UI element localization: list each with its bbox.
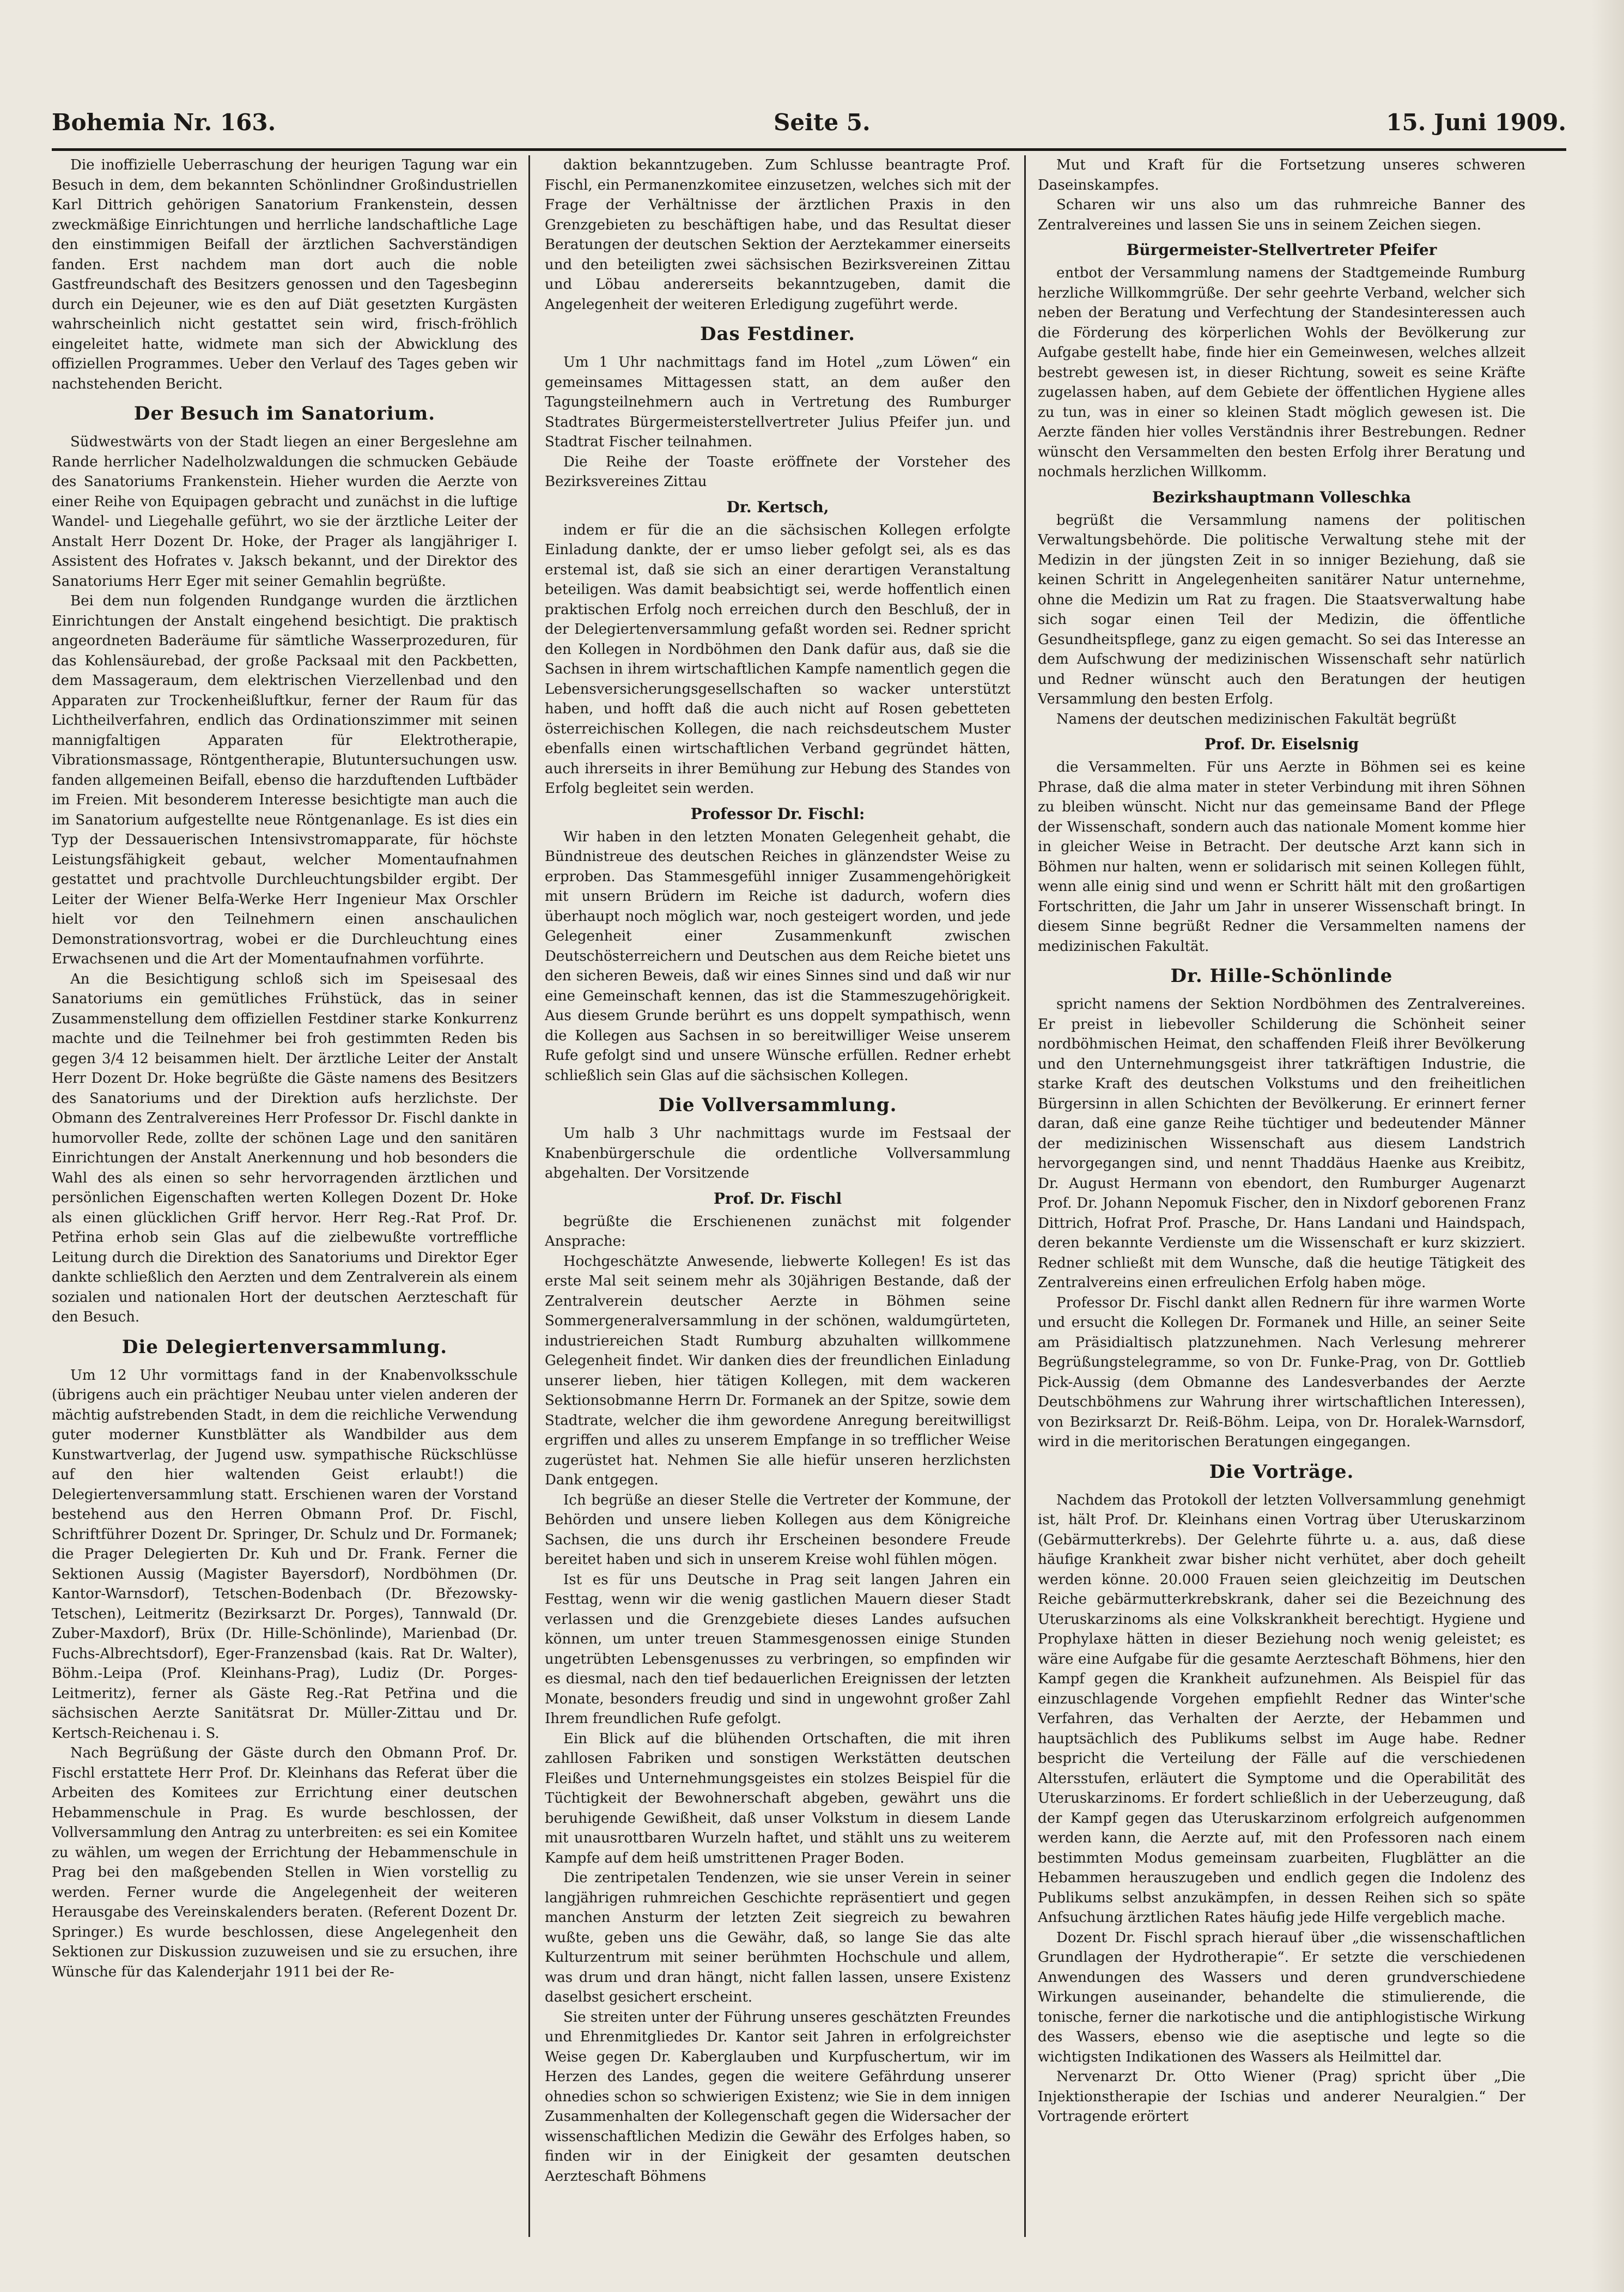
article-paragraph: begrüßt die Versammlung namens der politischen Verwaltungsbehörde. Die politische Verwaltung stehe mit der Medizin in der jüngsten Zeit in so inniger Beziehung, daß sie keinen Schritt in Angelegenheiten sanitärer Natur unternehme, ohne die Medizin um Rat zu fragen. Die Staatsverwaltung habe sich sogar einen Teil der Medizin, die öffentliche Gesundheitspflege, ganz zu eigen gemacht. So sei das Interesse an dem Aufschwung der medizinischen Wissenschaft sehr natürlich und Redner wünscht auch den Beratungen der heutigen Versammlung den besten Erfolg. [1038,512,1525,707]
column-divider [1024,155,1026,2237]
speaker-heading: Prof. Dr. Fischl [713,1189,842,1208]
speaker-heading: Dr. Kertsch, [726,498,829,516]
article-paragraph: Sie streiten unter der Führung unseres geschätzten Freundes und Ehrenmitgliedes Dr. Kantor seit Jahren in erfolgreichster Weise gegen Dr. Kaberglauben und Kurpfuschertum, wir im Herzen des Landes, gegen die weitere Gefährdung unserer ohnedies schon so schwierigen Existenz; wie Sie in dem innigen Zusammenhalten der Kollegenschaft gegen die Widersacher der wissenschaftlichen Medizin die Gewähr des Erfolges haben, so finden wir in der Einigkeit der gesamten deutschen Aerzteschaft Böhmens [545,2009,1011,2185]
speaker-heading: Prof. Dr. Eiselsnig [1204,735,1359,753]
article-paragraph: Namens der deutschen medizinischen Fakultät begrüßt [1056,711,1456,727]
article-paragraph: Um 1 Uhr nachmittags fand im Hotel „zum Löwen“ ein gemeinsames Mittagessen statt, an dem außer den Tagungsteilnehmern auch in Vertretung des Rumburger Stadtrates Bürgermeisterstellvertreter Julius Pfeifer jun. und Stadtrat Fischer teilnahmen. [545,354,1011,450]
article-paragraph: Die zentripetalen Tendenzen, wie sie unser Verein in seiner langjährigen ruhmreichen Geschichte repräsentiert und gegen manchen Ansturm der letzten Zeit siegreich zu bewahren wußte, geben uns die Gewähr, daß, so lange Sie das alte Kulturzentrum mit seiner berühmten Hochschule und allem, was drum und dran hängt, nicht fallen lassen, unsere Existenz daselbst gesichert erscheint. [545,1870,1011,2005]
section-heading: Die Vollversammlung. [658,1094,897,1116]
header-rule [52,148,1566,151]
article-paragraph: Ich begrüße an dieser Stelle die Vertreter der Kommune, der Behörden und unsere lieben Kollegen aus dem Königreiche Sachsen, die uns durch ihr Erscheinen besondere Freude bereitet haben und sich in unserem Kreise wohl fühlen mögen. [545,1491,1011,1568]
article-paragraph: Dozent Dr. Fischl sprach hierauf über „die wissenschaftlichen Grundlagen der Hydrotherapie“. Er setzte die verschiedenen Anwendungen des Wassers und deren grundverschiedene Wirkungen auseinander, behandelte die stimulierende, die tonische, ferner die narkotische und die antiphlogistische Wirkung des Wassers, ebenso wie die aseptische und legte so die wichtigsten Indikationen des Wassers als Heilmittel dar. [1038,1929,1525,2065]
column-2 [545,155,1011,2237]
article-paragraph: Nervenarzt Dr. Otto Wiener (Prag) spricht über „Die Injektionstherapie der Ischias und anderer Neuralgien.“ Der Vortragende erörtert [1038,2069,1525,2125]
scan-edge [1591,0,1624,2292]
article-paragraph: Ein Blick auf die blühenden Ortschaften, die mit ihren zahllosen Fabriken und sonstigen Werkstätten deutschen Fleißes und Unternehmungsgeistes ein stolzes Beispiel für die Tüchtigkeit der Bewohnerschaft abgeben, gewährt uns die beruhigende Gewißheit, daß unser Volkstum in diesem Lande mit unausrottbaren Wurzeln haftet, und stählt uns zu weiterem Kampfe auf dem heiß umstrittenen Prager Boden. [545,1730,1011,1866]
header-publication: Bohemia Nr. 163. [52,109,276,136]
section-heading: Die Vorträge. [1209,1460,1354,1483]
speaker-heading: Professor Dr. Fischl: [690,804,865,823]
article-paragraph: Wir haben in den letzten Monaten Gelegenheit gehabt, die Bündnistreue des deutschen Reiches in glänzendster Weise zu erproben. Das Stammesgefühl inniger Zusammengehörigkeit mit unsern Brüdern im Reiche ist dadurch, wofern dies überhaupt noch möglich war, noch gesteigert worden, und jede Gelegenheit einer Zusammenkunft zwischen Deutschösterreichern und Deutschen aus dem Reiche bietet uns den sicheren Beweis, daß wir eines Sinnes sind und daß wir nur eine Gemeinschaft kennen, das ist die Stammeszugehörigkeit. Aus diesem Grunde berührt es uns doppelt sympathisch, wenn die Kollegen aus Sachsen in so bereitwilliger Weise unserem Rufe gefolgt sind und unsere Wünsche erfüllen. Redner erhebt schließlich sein Glas auf die sächsischen Kollegen. [545,828,1011,1084]
article-paragraph: Um halb 3 Uhr nachmittags wurde im Festsaal der Knabenbürgerschule die ordentliche Vollversammlung abgehalten. Der Vorsitzende [545,1125,1011,1181]
article-paragraph: Um 12 Uhr vormittags fand in der Knabenvolksschule (übrigens auch ein prächtiger Neubau unter vielen anderen der mächtig aufstrebenden Stadt, in dem die reichliche Verwendung guter moderner Kunstblätter als Wandbilder aus dem Kunstwartverlag, der Jugend usw. sympathische Rückschlüsse auf den hier waltenden Geist erlaubt!) die Delegiertenversammlung statt. Erschienen waren der Vorstand bestehend aus den Herren Obmann Prof. Dr. Fischl, Schriftführer Dozent Dr. Springer, Dr. Schulz und Dr. Formanek; die Prager Delegierten Dr. Kuh und Dr. Frank. Ferner die Sektionen Aussig (Magister Bayersdorf), Nordböhmen (Dr. Kantor-Warnsdorf), Tetschen-Bodenbach (Dr. Březowsky-Tetschen), Leitmeritz (Bezirksarzt Dr. Porges), Tannwald (Dr. Zuber-Maxdorf), Brüx (Dr. Hille-Schönlinde), Marienbad (Dr. Fuchs-Albrechtsdorf), Eger-Franzensbad (kais. Rat Dr. Walter), Böhm.-Leipa (Prof. Kleinhans-Prag), Ludiz (Dr. Porges-Leitmeritz), ferner als Gäste Reg.-Rat Petřina und die sächsischen Aerzte Sanitätsrat Dr. Müller-Zittau und Dr. Kertsch-Reichenau i. S. [52,1367,518,1742]
article-paragraph: daktion bekanntzugeben. Zum Schlusse beantragte Prof. Fischl, ein Permanenzkomitee einzusetzen, welches sich mit der Frage der Verhältnisse der ärztlichen Praxis in den Grenzgebieten zu beschäftigen habe, und das Resultat dieser Beratungen der deutschen Sektion der Aerztekammer einerseits und den beteiligten zwei sächsischen Bezirksvereinen Zittau und Löbau andererseits bekanntzugeben, damit die Angelegenheit der weiteren Erledigung zugeführt werde. [545,157,1011,313]
article-paragraph: begrüßte die Erschienenen zunächst mit folgender Ansprache: [545,1213,1011,1250]
article-paragraph: spricht namens der Sektion Nordböhmen des Zentralvereines. Er preist in liebevoller Schilderung die Schönheit seiner nordböhmischen Heimat, den schaffenden Fleiß ihrer Bevölkerung und den Unternehmungsgeist ihrer tatkräftigen Industrie, die starke Kraft des deutschen Volkstums und den freiheitlichen Bürgersinn in allen Schichten der Bevölkerung. Er erinnert ferner daran, daß eine ganze Reihe tüchtiger und bedeutender Männer der medizinischen Wissenschaft aus diesem Landstrich hervorgegangen sind, und nennt Thaddäus Haenke aus Kreibitz, Dr. August Hermann von ebendort, den Rumburger Augenarzt Prof. Dr. Johann Nepomuk Fischer, den in Nixdorf geborenen Franz Dittrich, Hofrat Prof. Prasche, Dr. Hans Landani und Haindspach, deren bekannte Verdienste um die Wissenschaft er kurz skizziert. Redner schließt mit dem Wunsche, daß die heutige Tätigkeit des Zentralvereins einen erfreulichen Erfolg haben möge. [1038,996,1525,1291]
column-3 [1038,155,1525,2237]
article-paragraph: Nachdem das Protokoll der letzten Vollversammlung genehmigt ist, hält Prof. Dr. Kleinhans einen Vortrag über Uteruskarzinom (Gebärmutterkrebs). Der Gelehrte führte u. a. aus, daß diese häufige Krankheit zwar bisher nicht verhütet, aber doch geheilt werden könne. 20.000 Frauen seien gleichzeitig im Deutschen Reiche gebärmutterkrebskrank, daher sei die Bezeichnung des Uteruskarzinoms als eine Volkskrankheit berechtigt. Hygiene und Prophylaxe hätten in dieser Beziehung noch wenig geleistet; es wäre eine Aufgabe für die gesamte Aerzteschaft Böhmens, hier den Kampf gegen die Krankheit aufzunehmen. Als Beispiel für das einzuschlagende Vorgehen empfiehlt Redner das Winter'sche Verfahren, das Verhalten der Aerzte, der Hebammen und hauptsächlich des Publikums selbst im Auge habe. Redner bespricht die Verteilung der Fälle auf die verschiedenen Altersstufen, erläutert die Symptome und die Operabilität des Uteruskarzinoms. Er fordert schließlich in der Ueberzeugung, daß der Kampf gegen das Uteruskarzinom erfolgreich aufgenommen werden kann, die Aerzte auf, mit den Professoren nach einem bestimmten Modus gemeinsam zuarbeiten, Flugblätter an die Hebammen herauszugeben und endlich gegen die Indolenz des Publikums selbst anzukämpfen, in dessen Reihen sich so späte Anfsuchung ärztlichen Rates häufig jede Hilfe vergeblich mache. [1038,1491,1525,1926]
page-header [52,104,1566,142]
article-paragraph: Ist es für uns Deutsche in Prag seit langen Jahren ein Festtag, wenn wir die wenig gastlichen Mauern dieser Stadt verlassen und die Grenzgebiete dieses Landes aufsuchen können, um unter treuen Stammesgenossen einige Stunden ungetrübten Lebensgenusses zu verbringen, so empfinden wir es diesmal, nach den tief bedauerlichen Ereignissen der letzten Monate, besonders freudig und sind in ungewohnt großer Zahl Ihrem freundlichen Rufe gefolgt. [545,1571,1011,1727]
article-paragraph: Südwestwärts von der Stadt liegen an einer Bergeslehne am Rande herrlicher Nadelholzwaldungen die schmucken Gebäude des Sanatoriums Frankenstein. Hieher wurden die Aerzte von einer Reihe von Equipagen gebracht und zunächst in die luftige Wandel- und Liegehalle geführt, wo sie der ärztliche Leiter der Anstalt Herr Dozent Dr. Hoke, der Prager als langjähriger I. Assistent des Hofrates v. Jaksch bekannt, und der Direktor des Sanatoriums Herr Eger mit seiner Gemahlin begrüßte. [52,434,518,590]
speaker-heading: Bürgermeister-Stellvertreter Pfeifer [1126,241,1437,259]
speaker-heading: Bezirkshauptmann Volleschka [1152,488,1412,506]
section-heading: Der Besuch im Sanatorium. [133,403,436,425]
section-heading: Die Delegiertenversammlung. [121,1336,448,1358]
article-paragraph: Nach Begrüßung der Gäste durch den Obmann Prof. Dr. Fischl erstattete Herr Prof. Dr. Kleinhans das Referat über die Arbeiten des Komitees zur Errichtung einer deutschen Hebammenschule in Prag. Es wurde beschlossen, der Vollversammlung den Antrag zu unterbreiten: es sei ein Komitee zu wählen, um wegen der Errichtung der Hebammenschule in Prag bei den maßgebenden Stellen in Wien vorstellig zu werden. Ferner wurde die Angelegenheit der weiteren Herausgabe des Vereinskalenders beraten. (Referent Dozent Dr. Springer.) Es wurde beschlossen, diese Angelegenheit den Sektionen zur Diskussion zuzuweisen und sie zu ersuchen, ihre Wünsche für das Kalenderjahr 1911 bei der Re- [52,1745,518,1980]
article-paragraph: Scharen wir uns also um das ruhmreiche Banner des Zentralvereines und lassen Sie uns in seinem Zeichen siegen. [1038,197,1525,233]
article-paragraph: Die inoffizielle Ueberraschung der heurigen Tagung war ein Besuch in dem, dem bekannten Schönlindner Großindustriellen Karl Dittrich gehörigen Sanatorium Frankenstein, dessen zweckmäßige Einrichtungen und herrliche landschaftliche Lage den einstimmigen Beifall der ärztlichen Sachverständigen fanden. Erst nachdem man dort auch die noble Gastfreundschaft des Besitzers genossen und den Tagesbeginn durch ein Dejeuner, wie es den auf Diät gesetzten Kurgästen wahrscheinlich nicht gestattet sein wird, frisch-fröhlich eingeleitet hatte, widmete man sich der Abwicklung des offiziellen Programmes. Ueber den Verlauf des Tages geben wir nachstehenden Bericht. [52,157,518,392]
column-divider [528,155,530,2237]
article-paragraph: Mut und Kraft für die Fortsetzung unseres schweren Daseinskampfes. [1038,157,1525,193]
header-page-number: Seite 5. [774,109,871,136]
section-heading: Das Festdiner. [700,323,855,345]
column-1 [52,155,518,2237]
article-paragraph: indem er für die an die sächsischen Kollegen erfolgte Einladung dankte, der er umso lieber gefolgt sei, als es das erstemal ist, daß sie sich an einer derartigen Veranstaltung beteiligen. Was damit beabsichtigt sei, werde hoffentlich einen praktischen Erfolg noch erreichen durch den Beschluß, der in der Delegiertenversammlung gefaßt worden sei. Redner spricht den Kollegen in Nordböhmen den Dank dafür aus, daß sie die Sachsen in ihrem wirtschaftlichen Kampfe namentlich gegen die Lebensversicherungsgesellschaften so wacker unterstützt haben, und hofft daß die auch nicht auf Rosen gebetteten österreichischen Kollegen, die nach reichsdeutschem Muster ebenfalls einen wirtschaftlichen Verband gegründet hätten, auch ihrerseits in ihrer Bemühung zur Hebung des Standes von Erfolg begleitet sein werden. [545,522,1011,797]
header-date: 15. Juni 1909. [1386,109,1566,136]
article-paragraph: Professor Dr. Fischl dankt allen Rednern für ihre warmen Worte und ersucht die Kollegen Dr. Formanek und Hille, an seiner Seite am Präsidialtisch platzzunehmen. Nach Verlesung mehrerer Begrüßungstelegramme, so von Dr. Funke-Prag, von Dr. Gottlieb Pick-Aussig (dem Obmanne des Landesverbandes der Aerzte Deutschböhmens zur Wahrung ihrer wirtschaftlichen Interessen), von Bezirksarzt Dr. Reiß-Böhm. Leipa, von Dr. Horalek-Warnsdorf, wird in die meritorischen Beratungen eingegangen. [1038,1294,1525,1450]
article-paragraph: Die Reihe der Toaste eröffnete der Vorsteher des Bezirksvereines Zittau [545,453,1011,490]
article-paragraph: die Versammelten. Für uns Aerzte in Böhmen sei es keine Phrase, daß die alma mater in steter Verbindung mit ihren Söhnen zu bleiben wünscht. Nicht nur das gemeinsame Band der Pflege der Wissenschaft, sondern auch das nationale Moment komme hier in gleicher Weise in Betracht. Der deutsche Arzt kann sich in Böhmen nur halten, wenn er solidarisch mit seinen Kollegen fühlt, wenn alle einig sind und wenn er Schritt hält mit den großartigen Fortschritten, die Jahr um Jahr in unserer Wissenschaft bringt. In diesem Sinne begrüßt Redner die Versammelten namens der medizinischen Fakultät. [1038,759,1525,955]
article-paragraph: Hochgeschätzte Anwesende, liebwerte Kollegen! Es ist das erste Mal seit seinem mehr als 30jährigen Bestande, daß der Zentralverein deutscher Aerzte in Böhmen seine Sommergeneralversammlung in der schönen, waldumgürteten, industriereichen Stadt Rumburg abzuhalten willkommene Gelegenheit findet. Wir danken dies der freundlichen Einladung unserer lieben, hier tätigen Kollegen, mit dem wackeren Sektionsobmanne Herrn Dr. Formanek an der Spitze, sowie dem Stadtrate, welcher die ihm gewordene Anregung bereitwilligst ergriffen und alles zu unserem Empfange in so trefflicher Weise zugerüstet hat. Nehmen Sie alle hiefür unseren herzlichsten Dank entgegen. [545,1253,1011,1488]
article-paragraph: An die Besichtigung schloß sich im Speisesaal des Sanatoriums ein gemütliches Frühstück, das in seiner Zusammenstellung dem offiziellen Festdiner starke Konkurrenz machte und die Teilnehmer bei froh gestimmten Reden bis gegen 3/4 12 beisammen hielt. Der ärztliche Leiter der Anstalt Herr Dozent Dr. Hoke begrüßte die Gäste namens des Besitzers des Sanatoriums und der Direktion aufs herzlichste. Der Obmann des Zentralvereines Herr Professor Dr. Fischl dankte in humorvoller Rede, zollte der schönen Lage und den sanitären Einrichtungen der Anstalt Anerkennung und hob besonders die Wahl des als einen so sehr hervorragenden ärztlichen und persönlichen Eigenschaften werten Kollegen Dozent Dr. Hoke als einen glücklichen Griff hervor. Herr Reg.-Rat Prof. Dr. Petřina erhob sein Glas auf die zielbewußte vortreffliche Leitung durch die Direktion des Sanatoriums und Direktor Eger dankte schließlich den Aerzten und dem Zentralverein als einem sozialen und nationalen Hort der deutschen Aerzteschaft für den Besuch. [52,971,518,1325]
article-paragraph: Bei dem nun folgenden Rundgange wurden die ärztlichen Einrichtungen der Anstalt eingehend besichtigt. Die praktisch angeordneten Baderäume für sämtliche Wasserprozeduren, für das Kohlensäurebad, der große Packsaal mit den Packbetten, dem Massageraum, dem elektrischen Vierzellenbad und den Apparaten zur Trockenheißluftkur, ferner der Raum für das Lichtheilverfahren, endlich das Ordinationszimmer mit seinen mannigfaltigen Apparaten für Elektrotherapie, Vibrationsmassage, Röntgentherapie, Blutuntersuchungen usw. fanden allgemeinen Beifall, ebenso die harzduftenden Luftbäder im Freien. Mit besonderem Interesse besichtigte man auch die im Sanatorium aufgestellte neue Röntgenanlage. Es ist dies ein Typ der Dessauerischen Intensivstromapparate, für höchste Leistungsfähigkeit gebaut, welcher Momentaufnahmen gestattet und prachtvolle Durchleuchtungsbilder ergibt. Der Leiter der Wiener Belfa-Werke Herr Ingenieur Max Orschler hielt vor den Teilnehmern einen anschaulichen Demonstrationsvortrag, wobei er die Durchleuchtung eines Erwachsenen und die Art der Momentaufnahmen vorführte. [52,593,518,967]
article-paragraph: entbot der Versammlung namens der Stadtgemeinde Rumburg herzliche Willkommgrüße. Der sehr geehrte Verband, welcher sich neben der Beratung und Verfechtung der Standesinteressen auch die Förderung des körperlichen Wohls der Bevölkerung zur Aufgabe gestellt habe, finde hier ein Gemeinwesen, welches allzeit bestrebt gewesen ist, in dieser Richtung, soweit es seine Kräfte zugelassen haben, auf dem Gebiete der öffentlichen Hygiene alles zu tun, was in einer so kleinen Stadt möglich gewesen ist. Die Aerzte fänden hier volles Verständnis ihrer Bestrebungen. Redner wünscht den Versammelten den besten Erfolg ihrer Beratung und nochmals herzlichen Willkomm. [1038,265,1525,480]
section-heading: Dr. Hille-Schönlinde [1170,965,1393,987]
